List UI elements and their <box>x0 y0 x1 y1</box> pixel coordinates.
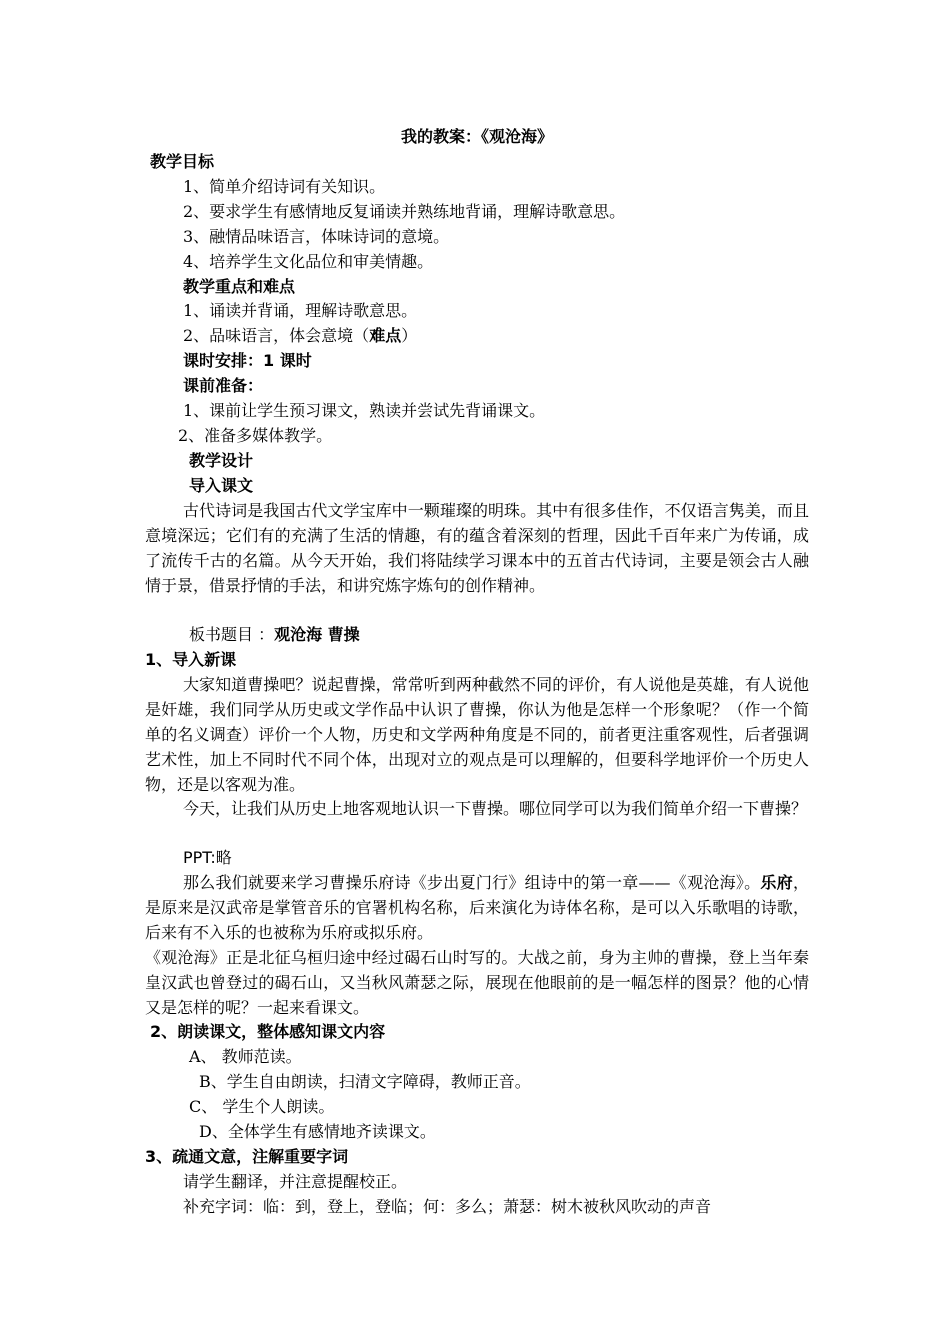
document-title: 我的教案：《观沧海》 <box>400 127 553 146</box>
reading-step: A、 教师范读。 <box>189 1047 302 1066</box>
objective-item: 4、培养学生文化品位和审美情趣。 <box>183 252 434 271</box>
board-title: 观沧海 曹操 <box>274 625 360 644</box>
objective-item: 1、简单介绍诗词有关知识。 <box>183 177 386 196</box>
objective-item: 3、融情品味语言，体味诗词的意境。 <box>183 227 450 246</box>
key-point-difficult: 难点 <box>369 326 402 345</box>
objectives-heading: 教学目标 <box>150 152 215 171</box>
section1-paragraph: 今天，让我们从历史上地客观地认识一下曹操。哪位同学可以为我们简单介绍一下曹操？ <box>183 799 808 818</box>
section3-text: 请学生翻译，并注意提醒校正。 <box>183 1172 408 1191</box>
intro-paragraph: 古代诗词是我国古代文学宝库中一颗璀璨的明珠。其中有很多佳作，不仅语言隽美，而且意境深远；它们有的充满了生活的情趣，有的蕴含着深刻的哲理，因此千百年来广为传诵，成了流传千古的名篇。从今天开始，我们将陆续学习课本中的五首古代诗词，主要是领会古人融情于景，借景抒情的手法，和讲究炼字炼句的创作精神。 <box>145 501 809 595</box>
section1-paragraph: 《观沧海》正是北征乌桓归途中经过碣石山时写的。大战之前，身为主帅的曹操，登上当年秦皇汉武也曾登过的碣石山，又当秋风萧瑟之际，展现在他眼前的是一幅怎样的图景？他的心情又是怎样的呢？一起来看课文。 <box>145 948 809 1017</box>
key-point-item <box>183 324 847 349</box>
reading-step: D、全体学生有感情地齐读课文。 <box>199 1122 436 1141</box>
section1-heading: 1、导入新课 <box>145 650 237 669</box>
board-label: 板书题目 ： <box>189 625 275 644</box>
section1-paragraph: 大家知道曹操吧？说起曹操，常常听到两种截然不同的评价，有人说他是英雄，有人说他是奸雄，我们同学从历史或文学作品中认识了曹操，你认为他是怎样一个形象呢？（作一个简单的名义调查）评价一个人物，历史和文学两种角度是不同的，前者更注重客观性，后者强调艺术性，加上不同时代不同个体，出现对立的观点是可以理解的，但要科学地评价一个历史人物，还是以客观为准。 <box>145 675 809 794</box>
section2-heading: 2、朗读课文，整体感知课文内容 <box>150 1022 386 1041</box>
board-title-line <box>189 623 853 648</box>
key-point-text: 2、品味语言，体会意境（ <box>183 326 370 345</box>
yuefu-term: 乐府 <box>760 873 793 892</box>
preparation-item: 2、准备多媒体教学。 <box>178 426 333 445</box>
yuefu-intro: 那么我们就要来学习曹操乐府诗《步出夏门行》组诗中的第一章——《观沧海》。 <box>183 873 761 892</box>
yuefu-definition: ，是原来是汉武帝是掌管音乐的官署机构名称，后来演化为诗体名称，是可以入乐歌唱的诗歌，后来有不入乐的也被称为乐府或拟乐府。 <box>145 873 809 942</box>
schedule: 课时安排：1 课时 <box>183 351 312 370</box>
ppt-note: PPT:略 <box>183 848 232 867</box>
intro-heading: 导入课文 <box>189 476 254 495</box>
section3-text: 补充字词：临：到，登上，登临；何：多么；萧瑟：树木被秋风吹动的声音 <box>183 1197 712 1216</box>
preparation-item: 1、课前让学生预习课文，熟读并尝试先背诵课文。 <box>183 401 546 420</box>
key-point-end: ） <box>401 326 418 345</box>
design-heading: 教学设计 <box>189 451 254 470</box>
section1-paragraph <box>145 871 809 946</box>
reading-step: B、学生自由朗读，扫清文字障碍，教师正音。 <box>199 1072 531 1091</box>
section3-heading: 3、疏通文意，注解重要字词 <box>145 1147 349 1166</box>
objective-item: 2、要求学生有感情地反复诵读并熟练地背诵，理解诗歌意思。 <box>183 202 626 221</box>
preparation-heading: 课前准备： <box>183 376 264 395</box>
key-point-item: 1、诵读并背诵，理解诗歌意思。 <box>183 301 418 320</box>
reading-step: C、 学生个人朗读。 <box>189 1097 335 1116</box>
key-points-heading: 教学重点和难点 <box>183 277 296 296</box>
